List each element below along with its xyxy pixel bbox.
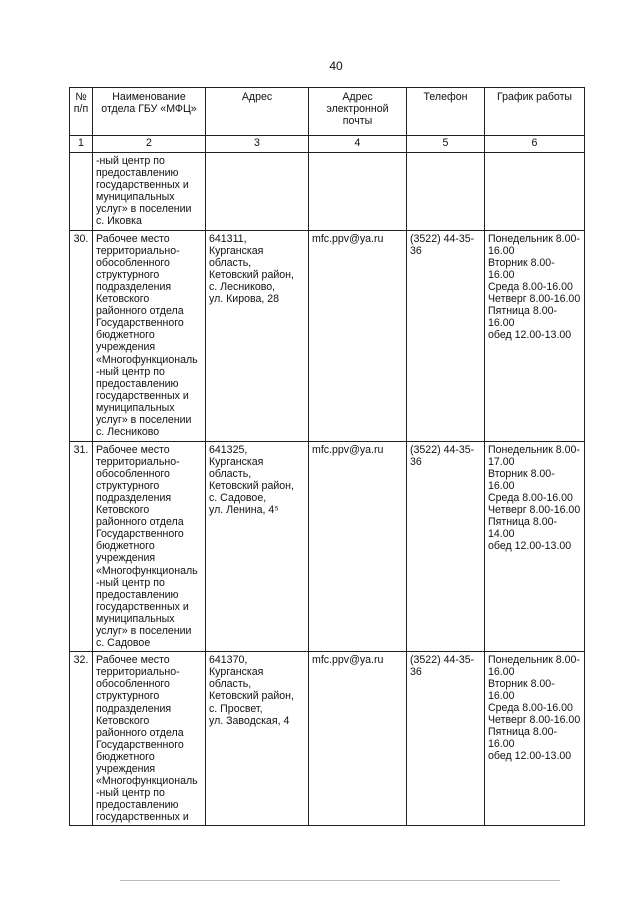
email-cell: mfc.ppv@ya.ru xyxy=(309,441,407,652)
schedule-cell xyxy=(485,153,585,231)
phone-cell: (3522) 44-35- 36 xyxy=(407,230,485,441)
row-number-cell: 30. xyxy=(70,230,93,441)
header-department-name: Наименование отдела ГБУ «МФЦ» xyxy=(93,88,206,136)
table-row-continuation xyxy=(70,153,585,231)
table-row xyxy=(70,441,585,652)
row-number-cell: 31. xyxy=(70,441,93,652)
column-number: 3 xyxy=(206,136,309,153)
phone-cell: (3522) 44-35- 36 xyxy=(407,652,485,826)
table-row xyxy=(70,230,585,441)
email-cell: mfc.ppv@ya.ru xyxy=(309,652,407,826)
address-cell: 641370, Курганская область, Кетовский район, с. Просвет, ул. Заводская, 4 xyxy=(206,652,309,826)
column-number: 5 xyxy=(407,136,485,153)
row-number-cell xyxy=(70,153,93,231)
header-row-number: № п/п xyxy=(70,88,93,136)
email-cell xyxy=(309,153,407,231)
department-name-cell: Рабочее место территориально- обособленного структурного подразделения Кетовского районного отдела Государственного бюджетного учреждения «Многофункциональ -ный центр по предоставлению государственных и муниципальных услуг» в поселении с. Лесниково xyxy=(93,230,206,441)
table-row xyxy=(70,652,585,826)
header-address: Адрес xyxy=(206,88,309,136)
phone-cell: (3522) 44-35- 36 xyxy=(407,441,485,652)
header-email: Адрес электронной почты xyxy=(309,88,407,136)
header-schedule: График работы xyxy=(485,88,585,136)
address-cell: 641311, Курганская область, Кетовский район, с. Лесниково, ул. Кирова, 28 xyxy=(206,230,309,441)
row-number-cell: 32. xyxy=(70,652,93,826)
email-cell: mfc.ppv@ya.ru xyxy=(309,230,407,441)
mfc-offices-table xyxy=(69,87,585,826)
column-number: 6 xyxy=(485,136,585,153)
scan-edge-line xyxy=(120,880,560,881)
table-header-row xyxy=(70,88,585,136)
schedule-cell: Понедельник 8.00- 16.00 Вторник 8.00-16.00 Среда 8.00-16.00 Четверг 8.00-16.00 Пятница 8.00-16.00 обед 12.00-13.00 xyxy=(485,230,585,441)
page-number: 40 xyxy=(329,59,343,73)
address-cell xyxy=(206,153,309,231)
column-number: 4 xyxy=(309,136,407,153)
header-phone: Телефон xyxy=(407,88,485,136)
column-number: 1 xyxy=(70,136,93,153)
column-number-row xyxy=(70,136,585,153)
column-number: 2 xyxy=(93,136,206,153)
address-cell: 641325, Курганская область, Кетовский район, с. Садовое, ул. Ленина, 4⁵ xyxy=(206,441,309,652)
department-name-cell: -ный центр по предоставлению государственных и муниципальных услуг» в поселении с. Иковка xyxy=(93,153,206,231)
schedule-cell: Понедельник 8.00- 16.00 Вторник 8.00-16.00 Среда 8.00-16.00 Четверг 8.00-16.00 Пятница 8.00-16.00 обед 12.00-13.00 xyxy=(485,652,585,826)
department-name-cell: Рабочее место территориально- обособленного структурного подразделения Кетовского районного отдела Государственного бюджетного учреждения «Многофункциональ -ный центр по предоставлению государственных и xyxy=(93,652,206,826)
department-name-cell: Рабочее место территориально- обособленного структурного подразделения Кетовского районного отдела Государственного бюджетного учреждения «Многофункциональ -ный центр по предоставлению государственных и муниципальных услуг» в поселении с. Садовое xyxy=(93,441,206,652)
schedule-cell: Понедельник 8.00- 17.00 Вторник 8.00-16.00 Среда 8.00-16.00 Четверг 8.00-16.00 Пятница 8.00-14.00 обед 12.00-13.00 xyxy=(485,441,585,652)
phone-cell xyxy=(407,153,485,231)
